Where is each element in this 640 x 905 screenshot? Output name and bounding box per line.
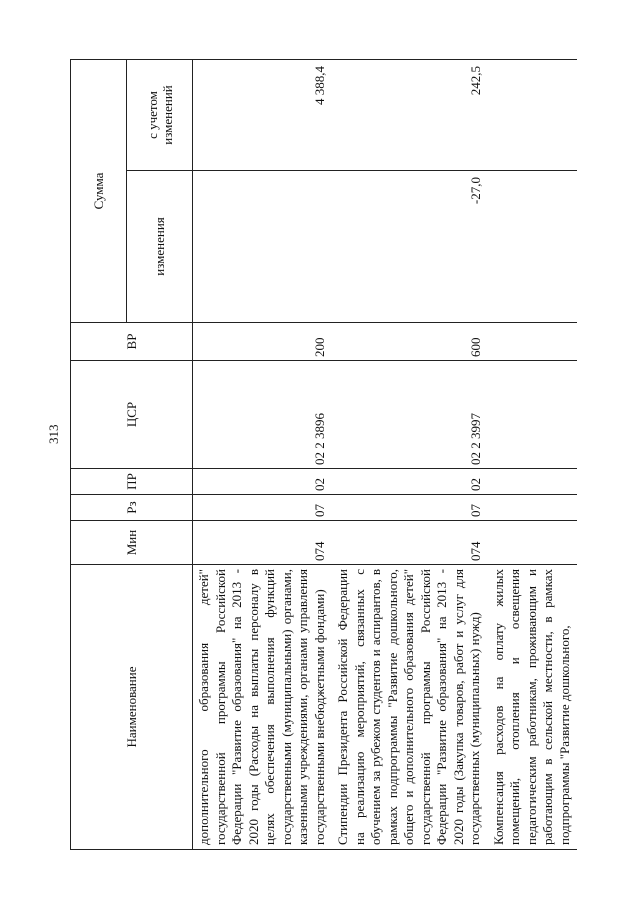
header-name: Наименование — [71, 565, 193, 850]
row-min — [488, 521, 578, 565]
header-csr: ЦСР — [71, 361, 193, 469]
row-csr: 02 2 3896 — [193, 361, 333, 469]
row-name: Компенсация расходов на оплату жилых помещений, отопления и освещения педагогическим работникам, проживающим и работающим в сельской местности, в рамках подпрограммы "Развитие дошкольного, — [488, 565, 578, 850]
row-pr — [488, 469, 578, 495]
row-change: -27,0 — [332, 171, 488, 323]
row-csr: 02 2 3997 — [332, 361, 488, 469]
header-min: Мин — [71, 521, 193, 565]
row-rz: 07 — [332, 495, 488, 521]
row-pr: 02 — [332, 469, 488, 495]
rotated-table-container — [70, 60, 580, 850]
header-with-changes-line1: с учетом — [144, 91, 160, 139]
row-vr: 600 — [332, 323, 488, 361]
row-vr — [488, 323, 578, 361]
page-number: 313 — [46, 424, 61, 444]
header-pr: ПР — [71, 469, 193, 495]
budget-table — [70, 59, 577, 850]
header-vr: ВР — [71, 323, 193, 361]
header-changes: изменения — [127, 171, 193, 323]
row-min: 074 — [193, 521, 333, 565]
header-sum: Сумма — [71, 60, 127, 323]
row-change — [193, 171, 333, 323]
table-row — [488, 60, 578, 850]
table-row — [332, 60, 488, 850]
row-change — [488, 171, 578, 323]
row-min: 074 — [332, 521, 488, 565]
row-vr: 200 — [193, 323, 333, 361]
row-name: дополнительного образования детей" государственной программы Российской Федерации "Развитие образования" на 2013 - 2020 годы (Расходы на выплаты персоналу в целях обеспечения выполнения функций государственными (муниципальными) органами, казенными учреждениями, органами управления государственными внебюджетными фондами) — [193, 565, 333, 850]
row-name: Стипендии Президента Российской Федерации на реализацию мероприятий, связанных с обучением за рубежом студентов и аспирантов, в рамках подпрограммы "Развитие дошкольного, общего и дополнительного образования детей" государственной программы Российской Федерации "Развитие образования" на 2013 - 2020 годы (Закупка товаров, работ и услуг для государственных (муниципальных) нужд) — [332, 565, 488, 850]
header-rz: Рз — [71, 495, 193, 521]
row-total: 4 388,4 — [193, 60, 333, 171]
row-total — [488, 60, 578, 171]
row-rz: 07 — [193, 495, 333, 521]
table-row — [193, 60, 333, 850]
row-total: 242,5 — [332, 60, 488, 171]
row-csr — [488, 361, 578, 469]
header-with-changes — [127, 60, 193, 171]
row-pr: 02 — [193, 469, 333, 495]
header-with-changes-line2: изменений — [159, 85, 175, 145]
row-rz — [488, 495, 578, 521]
